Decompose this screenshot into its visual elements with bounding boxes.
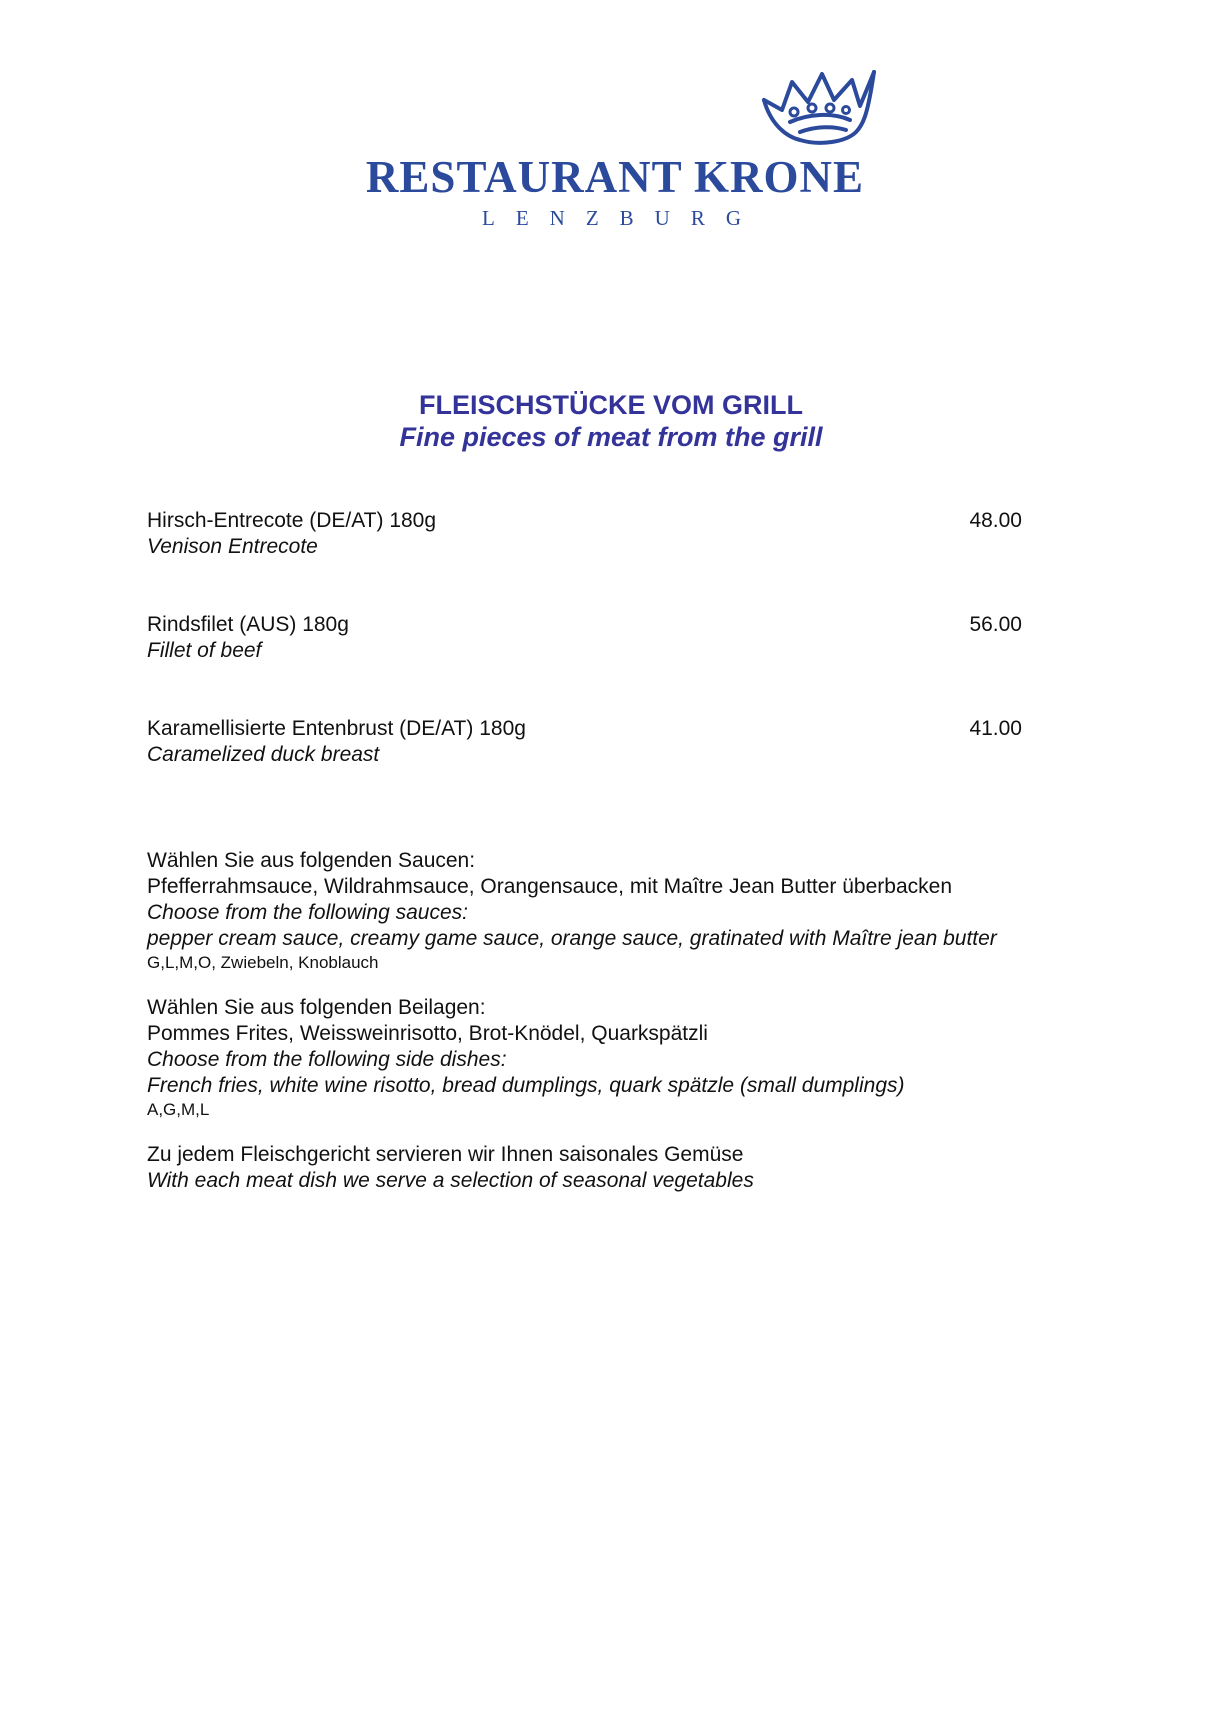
menu-item-name: Hirsch-Entrecote (DE/AT) 180g bbox=[147, 509, 437, 532]
sides-heading-de: Wählen Sie aus folgenden Beilagen: bbox=[147, 996, 486, 1019]
sides-list-de: Pommes Frites, Weissweinrisotto, Brot-Knödel, Quarkspätzli bbox=[147, 1022, 708, 1045]
sauces-allergens: G,L,M,O, Zwiebeln, Knoblauch bbox=[147, 953, 379, 972]
menu-item-description: Venison Entrecote bbox=[147, 535, 318, 558]
menu-item bbox=[147, 716, 1027, 820]
section-title-en: Fine pieces of meat from the grill bbox=[399, 422, 823, 452]
vegetables-text-de: Zu jedem Fleischgericht servieren wir Ihnen saisonales Gemüse bbox=[147, 1143, 744, 1166]
sides-list-en: French fries, white wine risotto, bread dumplings, quark spätzle (small dumplings) bbox=[147, 1074, 905, 1097]
restaurant-city: LENZBURG bbox=[482, 206, 762, 230]
menu-item-name: Karamellisierte Entenbrust (DE/AT) 180g bbox=[147, 717, 526, 740]
vegetables-block bbox=[147, 1142, 1147, 1194]
crown-icon bbox=[760, 70, 878, 152]
sides-block bbox=[147, 995, 1147, 1121]
sauces-heading-de: Wählen Sie aus folgenden Saucen: bbox=[147, 849, 476, 872]
menu-item-price: 48.00 bbox=[969, 509, 1022, 532]
menu-item-list bbox=[147, 508, 1027, 820]
sauces-list-en: pepper cream sauce, creamy game sauce, orange sauce, gratinated with Maître jean butter bbox=[147, 927, 997, 950]
menu-item bbox=[147, 508, 1027, 612]
sauces-heading-en: Choose from the following sauces: bbox=[147, 901, 468, 924]
menu-item-description: Caramelized duck breast bbox=[147, 743, 380, 766]
sauces-block bbox=[147, 848, 1147, 974]
restaurant-name: RESTAURANT KRONE bbox=[365, 152, 865, 202]
sauces-list-de: Pfefferrahmsauce, Wildrahmsauce, Orangensauce, mit Maître Jean Butter überbacken bbox=[147, 875, 953, 898]
menu-item-name: Rindsfilet (AUS) 180g bbox=[147, 613, 349, 636]
menu-item bbox=[147, 612, 1027, 716]
menu-item-price: 41.00 bbox=[969, 717, 1022, 740]
vegetables-text-en: With each meat dish we serve a selection of seasonal vegetables bbox=[147, 1169, 754, 1192]
sides-allergens: A,G,M,L bbox=[147, 1100, 210, 1119]
menu-item-price: 56.00 bbox=[969, 613, 1022, 636]
section-title-de: FLEISCHSTÜCKE VOM GRILL bbox=[419, 390, 803, 420]
menu-item-description: Fillet of beef bbox=[147, 639, 262, 662]
menu-notes bbox=[147, 848, 1147, 1215]
sides-heading-en: Choose from the following side dishes: bbox=[147, 1048, 507, 1071]
restaurant-logo bbox=[0, 0, 1222, 260]
